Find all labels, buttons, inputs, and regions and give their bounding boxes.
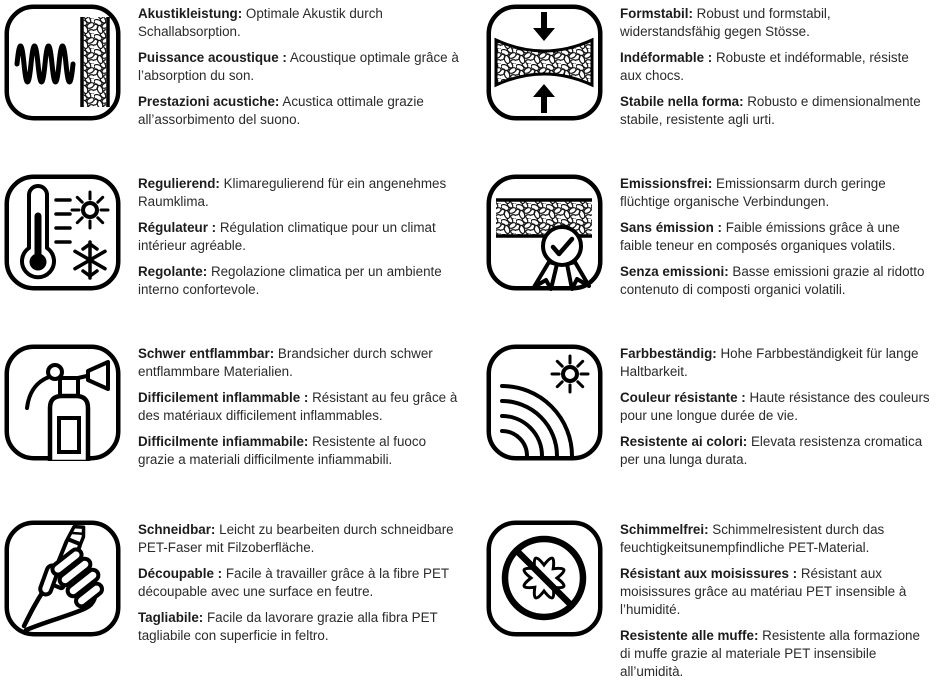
feature-paragraph-it — [620, 263, 934, 299]
feature-label: Formstabil: — [620, 6, 693, 21]
feature-label: Tagliabile: — [138, 610, 204, 625]
feature-text: Brandsicher durch schwer entflammbare Materialien. — [138, 346, 433, 379]
feature-texts — [138, 344, 462, 469]
feature-color-fastness — [468, 340, 936, 510]
feature-label: Akustikleistung: — [138, 6, 243, 21]
feature-text: Regolazione climatica per un ambiente interno confortevole. — [138, 264, 442, 297]
feature-text: Facile à travailler grâce à la fibre PET découpable avec une surface en feutre. — [138, 566, 449, 599]
feature-text: Robust und formstabil, widerstandsfähig gegen Stösse. — [620, 6, 831, 39]
feature-texts — [620, 344, 934, 469]
feature-texts — [620, 4, 934, 129]
feature-label: Resistente alle muffe: — [620, 628, 759, 643]
feature-label: Régulateur : — [138, 220, 217, 235]
feature-text: Emissionsarm durch geringe flüchtige organische Verbindungen. — [620, 176, 886, 209]
feature-paragraph-it — [620, 433, 934, 469]
feature-paragraph-de — [138, 5, 462, 41]
feature-paragraph-fr — [620, 389, 934, 425]
feature-paragraph-it — [138, 609, 462, 645]
feature-paragraph-fr — [138, 565, 462, 601]
feature-climate-regulation — [0, 170, 468, 340]
feature-shape-stability — [468, 0, 936, 170]
feature-texts — [138, 174, 462, 299]
shape-stability-icon — [486, 4, 603, 121]
feature-label: Schimmelfrei: — [620, 522, 709, 537]
feature-paragraph-fr — [138, 219, 462, 255]
feature-paragraph-fr — [138, 49, 462, 85]
feature-paragraph-de — [620, 175, 934, 211]
feature-paragraph-de — [620, 345, 934, 381]
feature-text: Faible émissions grâce à une faible teneur en composés organiques volatils. — [620, 220, 900, 253]
feature-label: Stabile nella forma: — [620, 94, 744, 109]
feature-text: Facile da lavorare grazie alla fibra PET tagliabile con superficie in feltro. — [138, 610, 438, 643]
feature-paragraph-de — [620, 5, 934, 41]
feature-paragraph-it — [620, 93, 934, 129]
feature-paragraph-de — [138, 345, 462, 381]
feature-texts — [620, 174, 934, 299]
feature-text: Resistente alla formazione di muffe grazie al materiale PET insensibile all’umidità. — [620, 628, 920, 679]
feature-text: Acustica ottimale grazie all’assorbimento del suono. — [138, 94, 424, 127]
feature-text: Schimmelresistent durch das feuchtigkeitsunempfindliche PET-Material. — [620, 522, 885, 555]
feature-label: Difficilement inflammable : — [138, 390, 309, 405]
feature-text: Résistant aux moisissures grâce au matériau PET insensible à l’humidité. — [620, 566, 907, 617]
mold-resistant-icon — [486, 520, 603, 637]
feature-label: Senza emissioni: — [620, 264, 729, 279]
feature-paragraph-it — [138, 93, 462, 129]
feature-texts — [138, 4, 462, 129]
feature-paragraph-fr — [620, 219, 934, 255]
feature-text: Elevata resistenza cromatica per una lunga durata. — [620, 434, 923, 467]
feature-text: Basse emissioni grazie al ridotto contenuto di composti organici volatili. — [620, 264, 925, 297]
feature-text: Robusto e dimensionalmente stabile, resistente agli urti. — [620, 94, 921, 127]
feature-paragraph-fr — [620, 565, 934, 619]
feature-paragraph-fr — [620, 49, 934, 85]
feature-text: Robuste et indéformable, résiste aux chocs. — [620, 50, 909, 83]
feature-text: Klimaregulierend für ein angenehmes Raumklima. — [138, 176, 447, 209]
feature-texts — [138, 520, 462, 645]
feature-text: Acoustique optimale grâce à l’absorption du son. — [138, 50, 459, 83]
cuttable-icon — [4, 520, 121, 637]
feature-text: Resistente al fuoco grazie a materiali difficilmente infiammabili. — [138, 434, 427, 467]
feature-paragraph-de — [138, 175, 462, 211]
feature-label: Schneidbar: — [138, 522, 216, 537]
feature-acoustic — [0, 0, 468, 170]
feature-label: Schwer entflammbar: — [138, 346, 275, 361]
feature-label: Difficilmente infiammabile: — [138, 434, 309, 449]
feature-label: Resistente ai colori: — [620, 434, 748, 449]
feature-text: Hohe Farbbeständigkeit für lange Haltbarkeit. — [620, 346, 919, 379]
feature-text: Résistant au feu grâce à des matériaux difficilement inflammables. — [138, 390, 458, 423]
feature-label: Farbbeständig: — [620, 346, 717, 361]
feature-cuttable — [0, 510, 468, 680]
feature-label: Emissionsfrei: — [620, 176, 713, 191]
climate-regulation-icon — [4, 174, 121, 291]
feature-low-emission — [468, 170, 936, 340]
feature-label: Puissance acoustique : — [138, 50, 287, 65]
feature-paragraph-de — [138, 521, 462, 557]
low-emission-icon — [486, 174, 603, 291]
feature-text: Optimale Akustik durch Schallabsorption. — [138, 6, 383, 39]
feature-paragraph-it — [138, 263, 462, 299]
feature-text: Haute résistance des couleurs pour une longue durée de vie. — [620, 390, 930, 423]
color-fastness-icon — [486, 344, 603, 461]
feature-label: Prestazioni acustiche: — [138, 94, 280, 109]
feature-fire-resistant — [0, 340, 468, 510]
feature-label: Découpable : — [138, 566, 223, 581]
feature-mold-resistant — [468, 510, 936, 680]
feature-label: Indéformable : — [620, 50, 713, 65]
sound-absorption-icon — [4, 4, 121, 121]
feature-paragraph-fr — [138, 389, 462, 425]
feature-paragraph-de — [620, 521, 934, 557]
feature-text: Régulation climatique pour un climat intérieur agréable. — [138, 220, 436, 253]
feature-label: Couleur résistante : — [620, 390, 746, 405]
feature-texts — [620, 520, 934, 681]
feature-label: Sans émission : — [620, 220, 722, 235]
feature-paragraph-it — [620, 627, 934, 681]
fire-resistant-icon — [4, 344, 121, 461]
feature-label: Regulierend: — [138, 176, 220, 191]
feature-label: Résistant aux moisissures : — [620, 566, 798, 581]
feature-text: Leicht zu bearbeiten durch schneidbare PET-Faser mit Filzoberfläche. — [138, 522, 454, 555]
feature-paragraph-it — [138, 433, 462, 469]
feature-label: Regolante: — [138, 264, 208, 279]
